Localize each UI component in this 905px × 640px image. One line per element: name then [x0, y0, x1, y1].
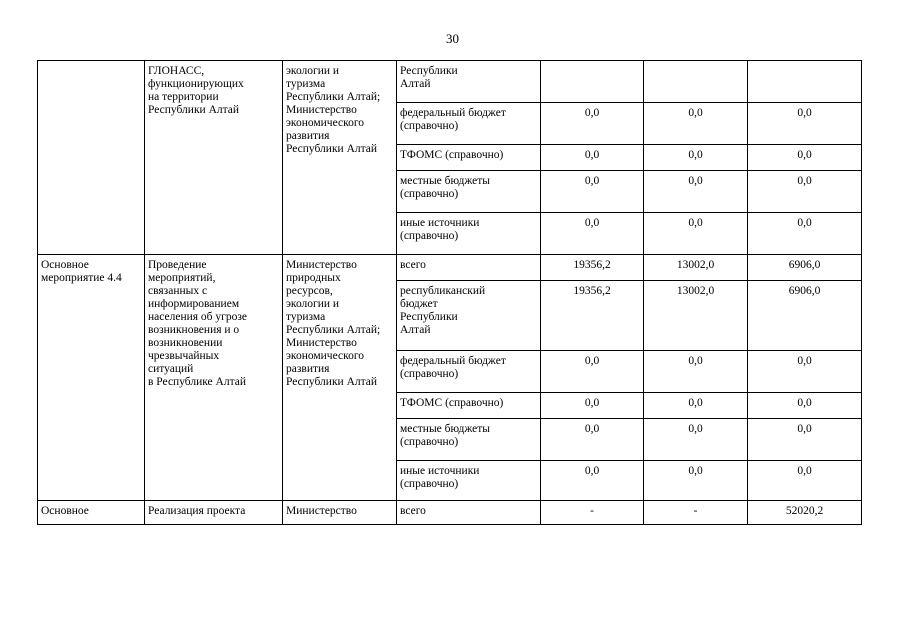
page-number: 30	[446, 31, 459, 46]
funding-source-cell: ТФОМС (справочно)	[397, 145, 541, 171]
value-cell-3: 0,0	[748, 103, 862, 145]
funding-source-cell: ТФОМС (справочно)	[397, 393, 541, 419]
value-cell-3: 0,0	[748, 145, 862, 171]
value-cell-1: -	[541, 501, 644, 525]
value-cell-1	[541, 61, 644, 103]
value-cell-3: 0,0	[748, 419, 862, 461]
value-cell-3: 0,0	[748, 393, 862, 419]
value-cell-1: 0,0	[541, 145, 644, 171]
funding-source-cell: всего	[397, 255, 541, 281]
value-cell-2: 0,0	[644, 461, 748, 501]
value-cell-1: 19356,2	[541, 281, 644, 351]
value-cell-1: 0,0	[541, 103, 644, 145]
table-row	[38, 501, 862, 525]
value-cell-2: 0,0	[644, 351, 748, 393]
activity-code-cell: Основное	[38, 501, 145, 525]
table-row	[38, 255, 862, 281]
value-cell-2: -	[644, 501, 748, 525]
value-cell-3: 0,0	[748, 461, 862, 501]
funding-source-cell: иные источники (справочно)	[397, 213, 541, 255]
value-cell-2: 0,0	[644, 419, 748, 461]
value-cell-2: 0,0	[644, 145, 748, 171]
value-cell-1: 19356,2	[541, 255, 644, 281]
value-cell-2: 0,0	[644, 103, 748, 145]
value-cell-2	[644, 61, 748, 103]
value-cell-1: 0,0	[541, 171, 644, 213]
budget-table	[37, 60, 862, 525]
value-cell-2: 0,0	[644, 171, 748, 213]
activity-name-cell: Реализация проекта	[145, 501, 283, 525]
budget-table-body	[38, 61, 862, 525]
value-cell-3: 6906,0	[748, 255, 862, 281]
funding-source-cell: иные источники (справочно)	[397, 461, 541, 501]
value-cell-2: 13002,0	[644, 281, 748, 351]
table-row	[38, 61, 862, 103]
executor-cell: экологии и туризма Республики Алтай; Министерство экономического развития Республики Алтай	[283, 61, 397, 255]
activity-code-cell: Основное мероприятие 4.4	[38, 255, 145, 501]
funding-source-cell: федеральный бюджет (справочно)	[397, 103, 541, 145]
activity-code-cell	[38, 61, 145, 255]
activity-name-cell: ГЛОНАСС, функционирующих на территории Республики Алтай	[145, 61, 283, 255]
value-cell-3: 6906,0	[748, 281, 862, 351]
value-cell-3: 0,0	[748, 351, 862, 393]
value-cell-1: 0,0	[541, 213, 644, 255]
executor-cell: Министерство природных ресурсов, экологии и туризма Республики Алтай; Министерство экономического развития Республики Алтай	[283, 255, 397, 501]
funding-source-cell: Республики Алтай	[397, 61, 541, 103]
activity-name-cell: Проведение мероприятий, связанных с информированием населения об угрозе возникновения и о возникновении чрезвычайных ситуаций в Республике Алтай	[145, 255, 283, 501]
funding-source-cell: республиканский бюджет Республики Алтай	[397, 281, 541, 351]
value-cell-1: 0,0	[541, 351, 644, 393]
value-cell-3: 52020,2	[748, 501, 862, 525]
value-cell-3: 0,0	[748, 171, 862, 213]
value-cell-2: 0,0	[644, 393, 748, 419]
value-cell-3: 0,0	[748, 213, 862, 255]
funding-source-cell: местные бюджеты (справочно)	[397, 419, 541, 461]
value-cell-1: 0,0	[541, 461, 644, 501]
funding-source-cell: федеральный бюджет (справочно)	[397, 351, 541, 393]
funding-source-cell: местные бюджеты (справочно)	[397, 171, 541, 213]
value-cell-1: 0,0	[541, 393, 644, 419]
value-cell-3	[748, 61, 862, 103]
funding-source-cell: всего	[397, 501, 541, 525]
value-cell-2: 13002,0	[644, 255, 748, 281]
value-cell-2: 0,0	[644, 213, 748, 255]
value-cell-1: 0,0	[541, 419, 644, 461]
executor-cell: Министерство	[283, 501, 397, 525]
